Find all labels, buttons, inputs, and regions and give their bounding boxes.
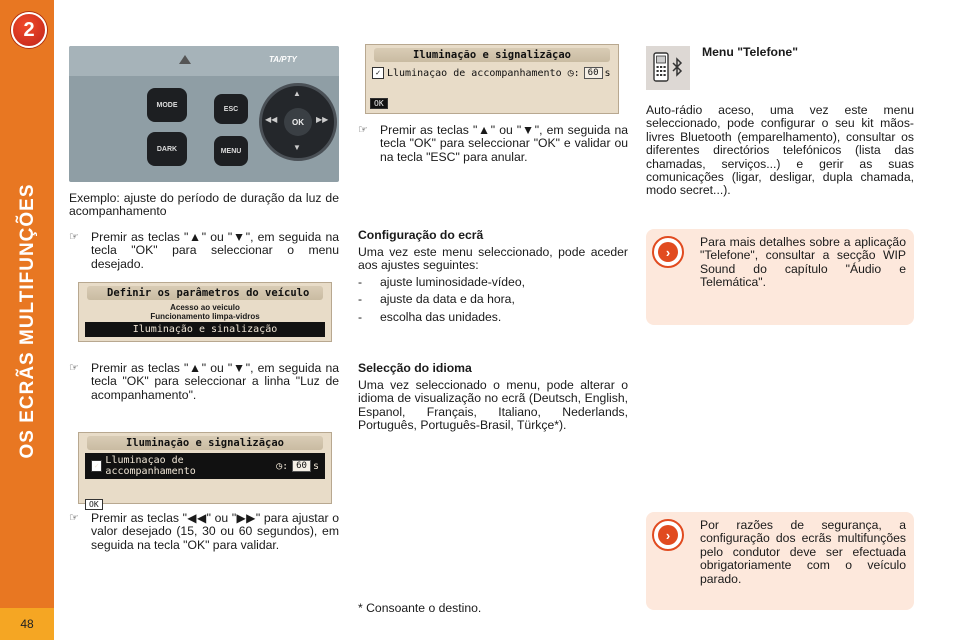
info-box-details <box>646 229 914 325</box>
config-item: - ajuste da data e da hora, <box>358 292 515 307</box>
section-title: OS ECRÃS MULTIFUNÇÕES <box>17 182 38 459</box>
follow-me-row: ✓ Lluminaçao de accompanhamento ◷: 60 s <box>85 453 325 479</box>
down-arrow-icon: ▼ <box>293 143 301 152</box>
duration-unit: s <box>604 67 611 79</box>
esc-button[interactable]: ESC <box>214 94 248 124</box>
follow-me-row: ✓ Lluminaçao de accompanhamento ◷: 60 s <box>366 65 618 81</box>
pointer-icon: ☞ <box>358 124 368 136</box>
step-2: ☞ Premir as teclas "▲" ou "▼", em seguida na tecla "OK" para seleccionar a linha "Luz de acompanhamento". <box>69 361 339 402</box>
arrow-right-icon: › <box>652 236 684 268</box>
config-item: - ajuste luminosidade-vídeo, <box>358 275 525 289</box>
info-text: Para mais detalhes sobre a aplicação "Telefone", consultar a secção WIP Sound do capítulo "Áudio e Telemática". <box>700 235 906 290</box>
pointer-icon: ☞ <box>69 231 79 243</box>
step-1: ☞ Premir as teclas "▲" ou "▼", em seguida na tecla "OK" para seleccionar o menu desejado. <box>69 230 339 271</box>
ok-box: OK <box>85 499 103 510</box>
language-title: Selecção do idioma <box>358 361 472 375</box>
clock-icon: ◷: <box>567 67 580 79</box>
info-text: Por razões de segurança, a configuração dos ecrãs multifunções pelo condutor deve ser efectuada obrigatoriamente com o veículo parado. <box>700 518 906 586</box>
menu-button[interactable]: MENU <box>214 136 248 166</box>
config-item: - escolha das unidades. <box>358 309 502 324</box>
bluetooth-phone-icon <box>646 46 690 90</box>
phone-menu-title: Menu "Telefone" <box>702 45 798 59</box>
ok-button[interactable]: OK <box>284 108 312 136</box>
screen-lighting-2 <box>365 44 619 114</box>
checkbox-icon: ✓ <box>91 460 102 472</box>
dark-button[interactable]: DARK <box>147 132 187 166</box>
info-box-safety <box>646 512 914 610</box>
rewind-icon: ◀◀ <box>265 115 278 124</box>
example-caption: Exemplo: ajuste do período de duração da luz de acompanhamento <box>69 191 339 219</box>
menu-line-wipers: Funcionamento limpa-vidros <box>150 312 260 321</box>
footnote: * Consoante o destino. <box>358 601 482 615</box>
page-number: 48 <box>0 608 54 640</box>
screen-lighting-1 <box>78 432 332 509</box>
screen-header: Definir os parâmetros do veículo <box>87 286 323 300</box>
ok-box-selected: OK <box>370 98 388 109</box>
step-3: ☞ Premir as teclas "◀◀" ou "▶▶" para ajustar o valor desejado (15, 30 ou 60 segundos), em seguida na tecla "OK" para validar. <box>69 511 339 552</box>
up-arrow-icon: ▲ <box>293 89 301 98</box>
pointer-icon: ☞ <box>69 362 79 374</box>
config-intro: Uma vez este menu seleccionado, pode aceder aos ajustes seguintes: <box>358 245 628 273</box>
navigation-dial[interactable] <box>259 83 337 161</box>
menu-line-lighting: Iluminação e sinalização <box>85 322 325 337</box>
eject-icon <box>179 55 191 64</box>
menu-line-access: Acesso ao veiculo <box>170 303 240 312</box>
forward-icon: ▶▶ <box>316 115 329 124</box>
ta-pty-label: TA/PTY <box>269 55 297 64</box>
duration-value: 60 <box>584 67 603 79</box>
mode-button[interactable]: MODE <box>147 88 187 122</box>
screen-header: Iluminação e signalizãçao <box>374 48 610 62</box>
language-text: Uma vez seleccionado o menu, pode alterar o idioma de visualização no ecrã (Deutsch, English, Espanol, Français, Italiano, Nederlands, Português, Português-Brasil, Türkçe*). <box>358 378 628 433</box>
screen-header: Iluminação e signalizãçao <box>87 436 323 450</box>
config-title: Configuração do ecrã <box>358 228 484 242</box>
chapter-badge: 2 <box>11 12 47 48</box>
arrow-right-icon: › <box>652 519 684 551</box>
keypad-photo <box>69 46 339 182</box>
checkbox-icon: ✓ <box>372 67 384 79</box>
duration-unit: s <box>312 460 319 472</box>
step-4: ☞ Premir as teclas "▲" ou "▼", em seguida na tecla "OK" para seleccionar "OK" e validar ou na tecla "ESC" para anular. <box>358 123 628 164</box>
duration-value: 60 <box>292 460 311 472</box>
config-list <box>358 276 628 324</box>
phone-menu-text: Auto-rádio aceso, uma vez este menu seleccionado, pode configurar o seu kit mãos-livres Bluetooth (emparelhamento), consultar os diferentes directórios telefónicos (lista das chamadas, serviços...) e gerir as suas comunicações (ligar, desligar, dupla chamada, modo secret...). <box>646 103 914 198</box>
pointer-icon: ☞ <box>69 512 79 524</box>
screen-vehicle-params <box>78 282 332 342</box>
clock-icon: ◷: <box>276 460 289 472</box>
